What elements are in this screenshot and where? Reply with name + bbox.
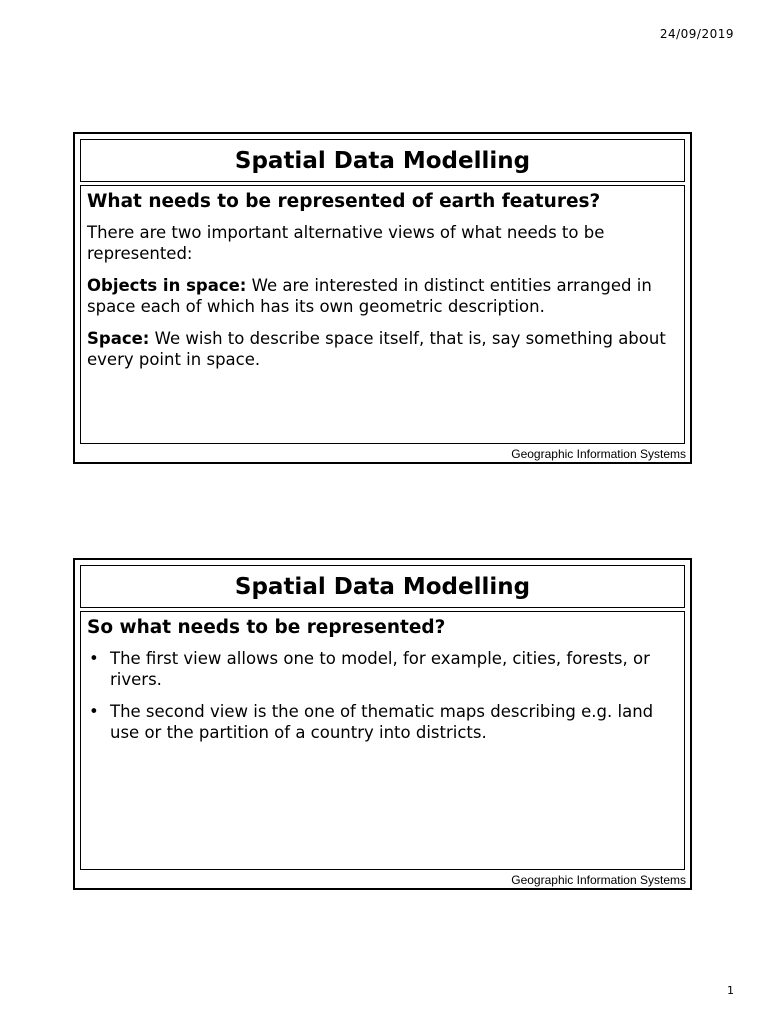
slide-content bbox=[80, 611, 685, 870]
page-number: 1 bbox=[727, 984, 734, 997]
space-text: We wish to describe space itself, that is, say something about every point in space. bbox=[87, 328, 666, 370]
space-paragraph bbox=[87, 328, 678, 371]
slide-1 bbox=[73, 132, 692, 464]
bullet-text: The second view is the one of thematic maps describing e.g. land use or the partition of a country into districts. bbox=[110, 701, 654, 743]
bullet-item bbox=[87, 648, 678, 691]
slide-subtitle: What needs to be represented of earth features? bbox=[87, 191, 601, 212]
slide-title: Spatial Data Modelling bbox=[80, 565, 685, 608]
slide-footer: Geographic Information Systems bbox=[511, 873, 686, 887]
bullet-list bbox=[87, 648, 678, 744]
bullet-text: The first view allows one to model, for example, cities, forests, or rivers. bbox=[110, 649, 650, 690]
slide-2 bbox=[73, 558, 692, 890]
objects-in-space-term: Objects in space: bbox=[87, 275, 247, 295]
slide-subtitle: So what needs to be represented? bbox=[87, 617, 446, 638]
bullet-icon: • bbox=[89, 701, 99, 721]
space-term: Space: bbox=[87, 328, 150, 348]
slide-footer: Geographic Information Systems bbox=[511, 447, 686, 461]
slide-title: Spatial Data Modelling bbox=[80, 139, 685, 182]
print-date: 24/09/2019 bbox=[659, 27, 734, 41]
bullet-item bbox=[87, 701, 678, 744]
objects-in-space-paragraph bbox=[87, 275, 678, 318]
bullet-icon: • bbox=[89, 649, 99, 669]
slide-content bbox=[80, 185, 685, 444]
objects-in-space-text: We are interested in distinct entities arranged in space each of which has its own geometric description. bbox=[87, 275, 652, 317]
intro-paragraph: There are two important alternative views of what needs to be represented: bbox=[87, 223, 605, 264]
